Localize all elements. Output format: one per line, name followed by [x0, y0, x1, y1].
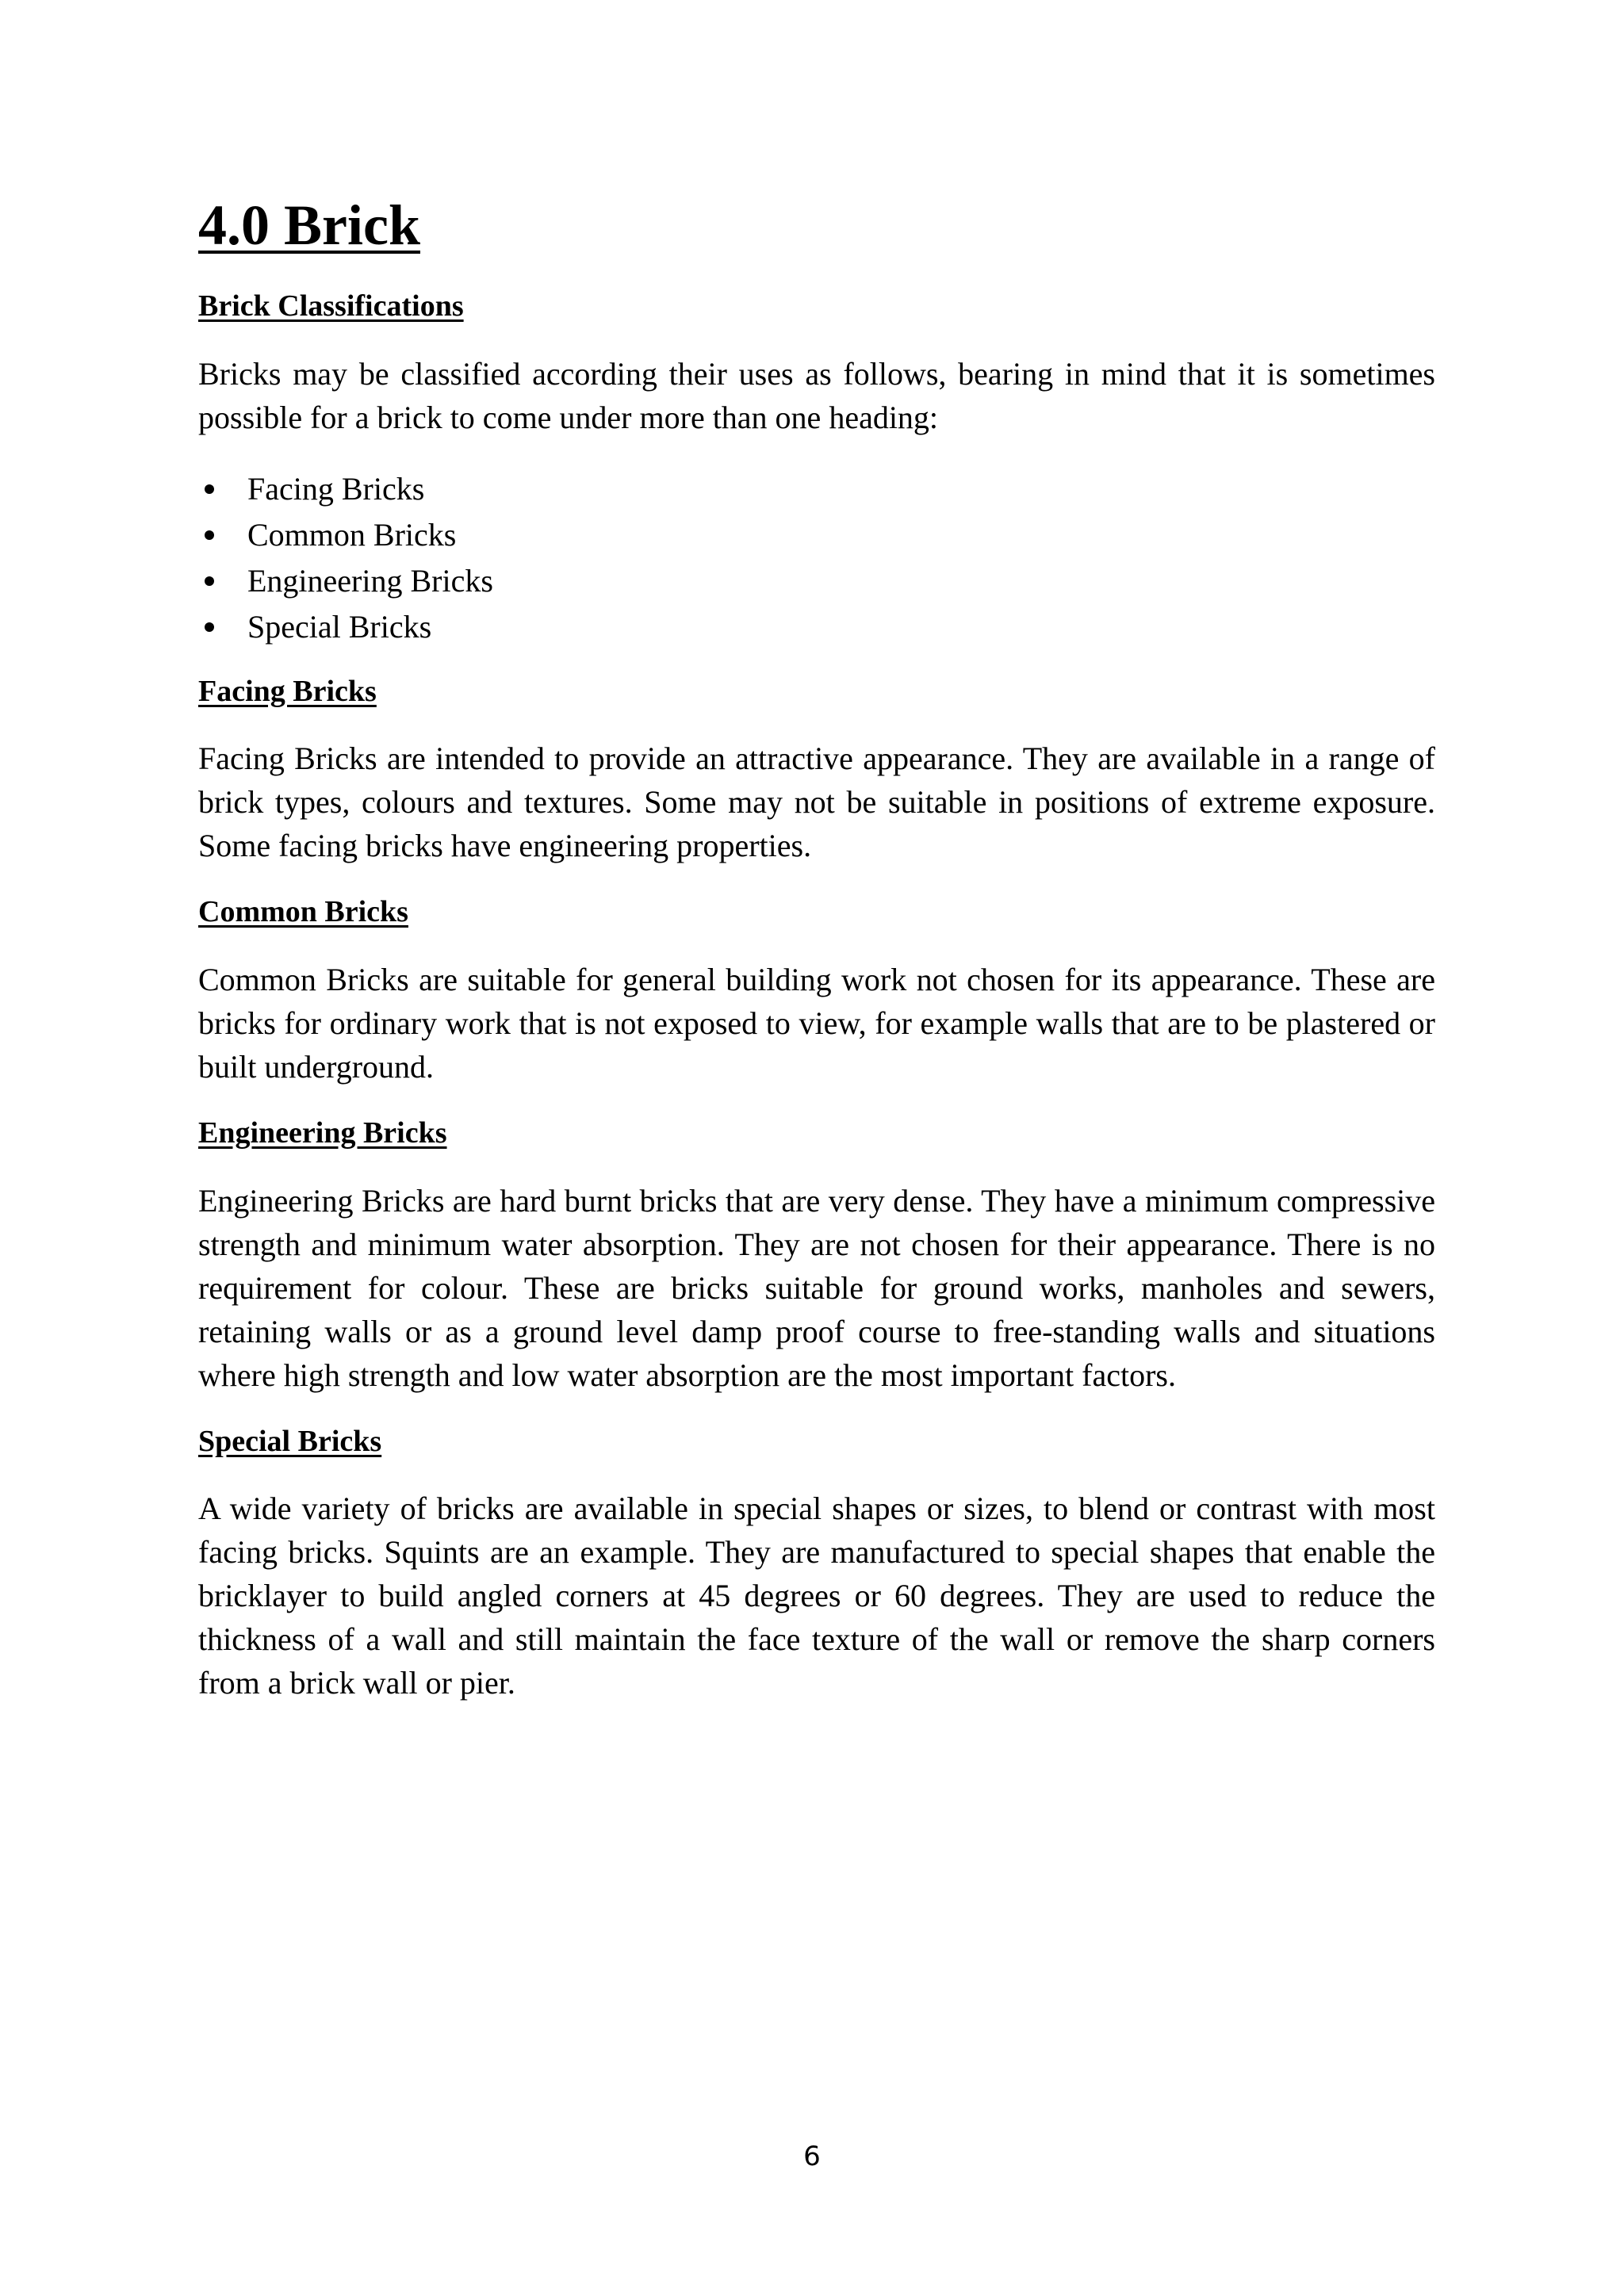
common-paragraph: Common Bricks are suitable for general building work not chosen for its appearance. These are bricks for ordinary work that is not exposed to view, for example walls that are to be plastered or built underground. — [198, 961, 1435, 1085]
page-title: 4.0 Brick — [198, 193, 420, 257]
list-item-label: Engineering Bricks — [247, 562, 493, 599]
special-paragraph: A wide variety of bricks are available in special shapes or sizes, to blend or contrast with most facing bricks. Squints are an example. They are manufactured to special shapes that enable the bricklayer to build angled corners at 45 degrees or 60 degrees. They are used to reduce the thickness of a wall and still maintain the face texture of the wall or remove the sharp corners from a brick wall or pier. — [198, 1490, 1435, 1701]
facing-paragraph: Facing Bricks are intended to provide an attractive appearance. They are available in a range of brick types, colours and textures. Some may not be suitable in positions of extreme exposure. Some facing bricks have engineering properties. — [198, 740, 1435, 864]
list-item — [198, 558, 1435, 604]
classifications-intro: Bricks may be classified according their uses as follows, bearing in mind that it is sometimes possible for a brick to come under more than one heading: — [198, 355, 1435, 435]
section-heading-classifications: Brick Classifications — [198, 289, 464, 323]
list-item — [198, 466, 1435, 512]
section-heading-common: Common Bricks — [198, 895, 408, 929]
list-item-label: Special Bricks — [247, 608, 432, 645]
section-heading-facing: Facing Bricks — [198, 674, 377, 708]
document-body — [198, 194, 1435, 1732]
list-item — [198, 512, 1435, 558]
section-heading-special: Special Bricks — [198, 1424, 382, 1458]
list-item — [198, 604, 1435, 650]
page-number: 6 — [803, 2141, 821, 2172]
bullet-icon — [205, 530, 214, 540]
bullet-icon — [205, 484, 214, 494]
list-item-label: Facing Bricks — [247, 470, 425, 507]
bullet-icon — [205, 622, 214, 632]
bullet-icon — [205, 576, 214, 586]
list-item-label: Common Bricks — [247, 516, 457, 553]
classification-list — [198, 466, 1435, 650]
engineering-paragraph: Engineering Bricks are hard burnt bricks that are very dense. They have a minimum compressive strength and minimum water absorption. They are not chosen for their appearance. There is no requirement for colour. These are bricks suitable for ground works, manholes and sewers, retaining walls or as a ground level damp proof course to free-standing walls and situations where high strength and low water absorption are the most important factors. — [198, 1182, 1435, 1393]
section-heading-engineering: Engineering Bricks — [198, 1115, 447, 1150]
